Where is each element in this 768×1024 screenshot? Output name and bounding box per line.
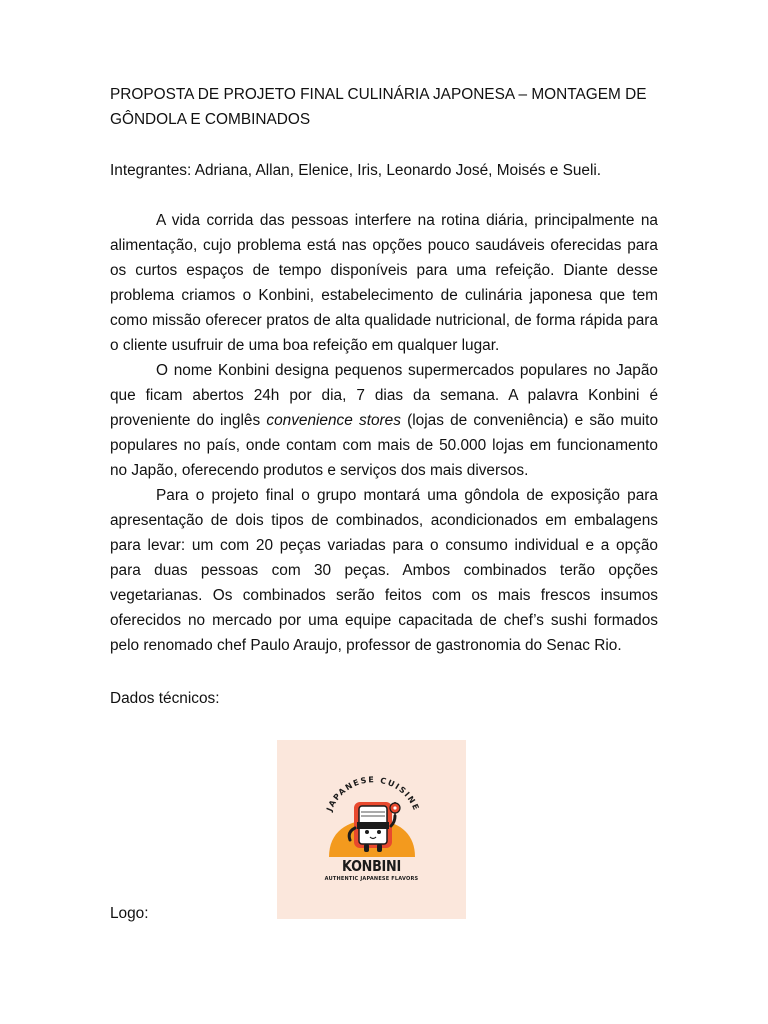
- logo-brand-name: KONBINI: [342, 857, 401, 875]
- sushi-mascot-icon: [277, 740, 466, 919]
- paragraph-2-start: O nome Konbini designa pequenos supermercados populares no Japão que ficam abertos 24h por dia, 7 dias da semana. A palavra Konbini é proveniente do inglês: [110, 362, 658, 429]
- logo-label: Logo:: [110, 905, 149, 922]
- konbini-logo: [277, 740, 466, 919]
- members-line: Integrantes: Adriana, Allan, Elenice, Iris, Leonardo José, Moisés e Sueli.: [110, 162, 602, 179]
- paragraph-2-end: (lojas de conveniência) e são muito populares no país, onde contam com mais de 50.000 lojas em funcionamento no Japão, oferecendo produtos e serviços dos mais diversos.: [110, 412, 659, 479]
- technical-data-heading: Dados técnicos:: [110, 690, 220, 707]
- paragraph-2: [110, 358, 658, 483]
- paragraph-2-italic: convenience stores: [266, 412, 401, 429]
- paragraph-3: Para o projeto final o grupo montará uma gôndola de exposição para apresentação de dois tipos de combinados, acondicionados em embalagens para levar: um com 20 peças variadas para o consumo individual e a opção para duas pessoas com 30 peças. Ambos combinados terão opções vegetarianas. Os combinados serão feitos com os mais frescos insumos oferecidos no mercado por uma equipe capacitada de chef’s sushi formados pelo renomado chef Paulo Araujo, professor de gastronomia do Senac Rio.: [110, 487, 658, 654]
- document-title: PROPOSTA DE PROJETO FINAL CULINÁRIA JAPONESA – MONTAGEM DE GÔNDOLA E COMBINADOS: [110, 86, 647, 128]
- logo-tagline: AUTHENTIC JAPANESE FLAVORS: [324, 876, 419, 882]
- body-text: [110, 208, 658, 658]
- logo-arc-text: JAPANESE CUISINE: [324, 775, 422, 813]
- paragraph-1: A vida corrida das pessoas interfere na rotina diária, principalmente na alimentação, cujo problema está nas opções pouco saudáveis oferecidas para os curtos espaços de tempo disponíveis para uma refeição. Diante desse problema criamos o Konbini, estabelecimento de culinária japonesa que tem como missão oferecer pratos de alta qualidade nutricional, de forma rápida para o cliente usufruir de uma boa refeição em qualquer lugar.: [110, 212, 658, 354]
